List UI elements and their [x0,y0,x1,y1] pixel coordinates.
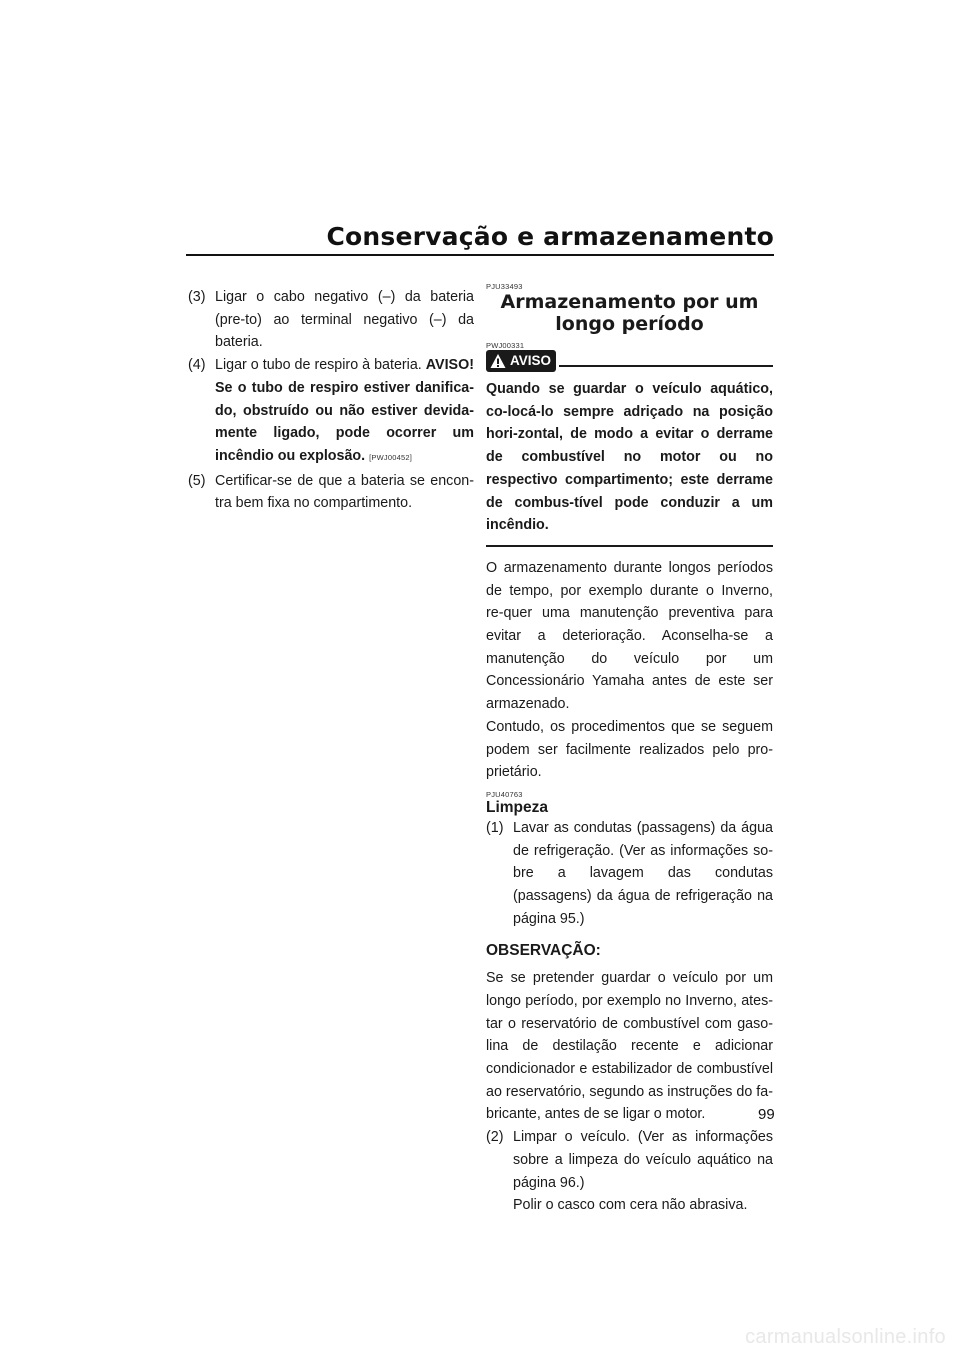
header-rule [186,254,774,256]
right-column [486,282,773,1217]
step-warning-text: AVISO! Se o tubo de respiro estiver danifica-do, obstruído ou não estiver devida-mente ligado, pode ocorrer um incêndio ou explosão. [215,357,474,464]
step-number: (5) [188,472,206,489]
warning-label: AVISO [510,352,552,368]
warning-rule [559,365,773,367]
step-text: Lavar as condutas (passagens) da água de refrigeração. (Ver as informações so-bre a lavagem das condutas (passagens) da água de refrigeração na página 95.) [513,819,773,927]
step-text-line: Limpar o veículo. (Ver as informações sobre a limpeza do veículo aquático na página 96.) [513,1129,773,1191]
reference-code: [PWJ00452] [369,452,412,462]
step-text: Certificar-se de que a bateria se encon-tra bem fixa no compartimento. [215,472,474,512]
warning-text: Quando se guardar o veículo aquático, co-locá-lo sempre adriçado na posição hori-zontal, de modo a evitar o derrame de combustível no motor ou no respectivo compartimento; este derrame de combus-tível pode conduzir a um incêndio. [486,378,773,547]
paragraph: Contudo, os procedimentos que se seguem podem ser facilmente realizados pelo pro-prietário. [486,718,773,781]
step-5 [188,470,474,515]
step-1 [486,817,773,931]
note-text: Se se pretender guardar o veículo por um longo período, por exemplo no Inverno, ates-tar o reservatório de combustível com gaso-lina de destilação recente e adicionar condicionador e estabilizador de combustível ao reservatório, segundo as instruções do fa-bricante, antes de se ligar o motor. [486,970,773,1123]
warning-triangle-icon [490,353,506,369]
warning-header [486,350,773,372]
left-column [188,286,474,515]
step-text: Ligar o cabo negativo (–) da bateria (pre-to) ao terminal negativo (–) da bateria. [215,289,474,351]
step-number: (1) [486,819,504,836]
step-text [513,1126,773,1217]
step-number: (2) [486,1129,504,1146]
step-text [215,354,474,470]
step-number: (4) [188,357,206,374]
note-title: OBSERVAÇÃO: [486,942,601,960]
subsection-code: PJU40763 [486,789,523,799]
step-3 [188,286,474,354]
step-number: (3) [188,289,206,305]
section-code: PJU33493 [486,282,523,291]
watermark-url: carmanualsonline.info [745,1326,946,1348]
warning-badge [486,350,556,372]
page-title: Conservação e armazenamento [326,222,774,251]
step-2 [486,1126,773,1217]
subsection-title: Limpeza [486,798,549,816]
warning-code: PWJ00331 [486,341,525,350]
section-title: Armazenamento por um longo período [500,291,759,335]
step-text-normal: Ligar o tubo de respiro à bateria. [215,357,422,374]
paragraph: O armazenamento durante longos períodos de tempo, por exemplo durante o Inverno, re-quer uma manutenção preventiva para evitar a deterioração. Aconselha-se a manutenção do veículo por um Concessionário Yamaha antes de este ser armazenado. [486,559,773,713]
step-text-line: Polir o casco com cera não abrasiva. [513,1197,748,1214]
step-4 [188,354,474,470]
page-number: 99 [758,1106,775,1123]
